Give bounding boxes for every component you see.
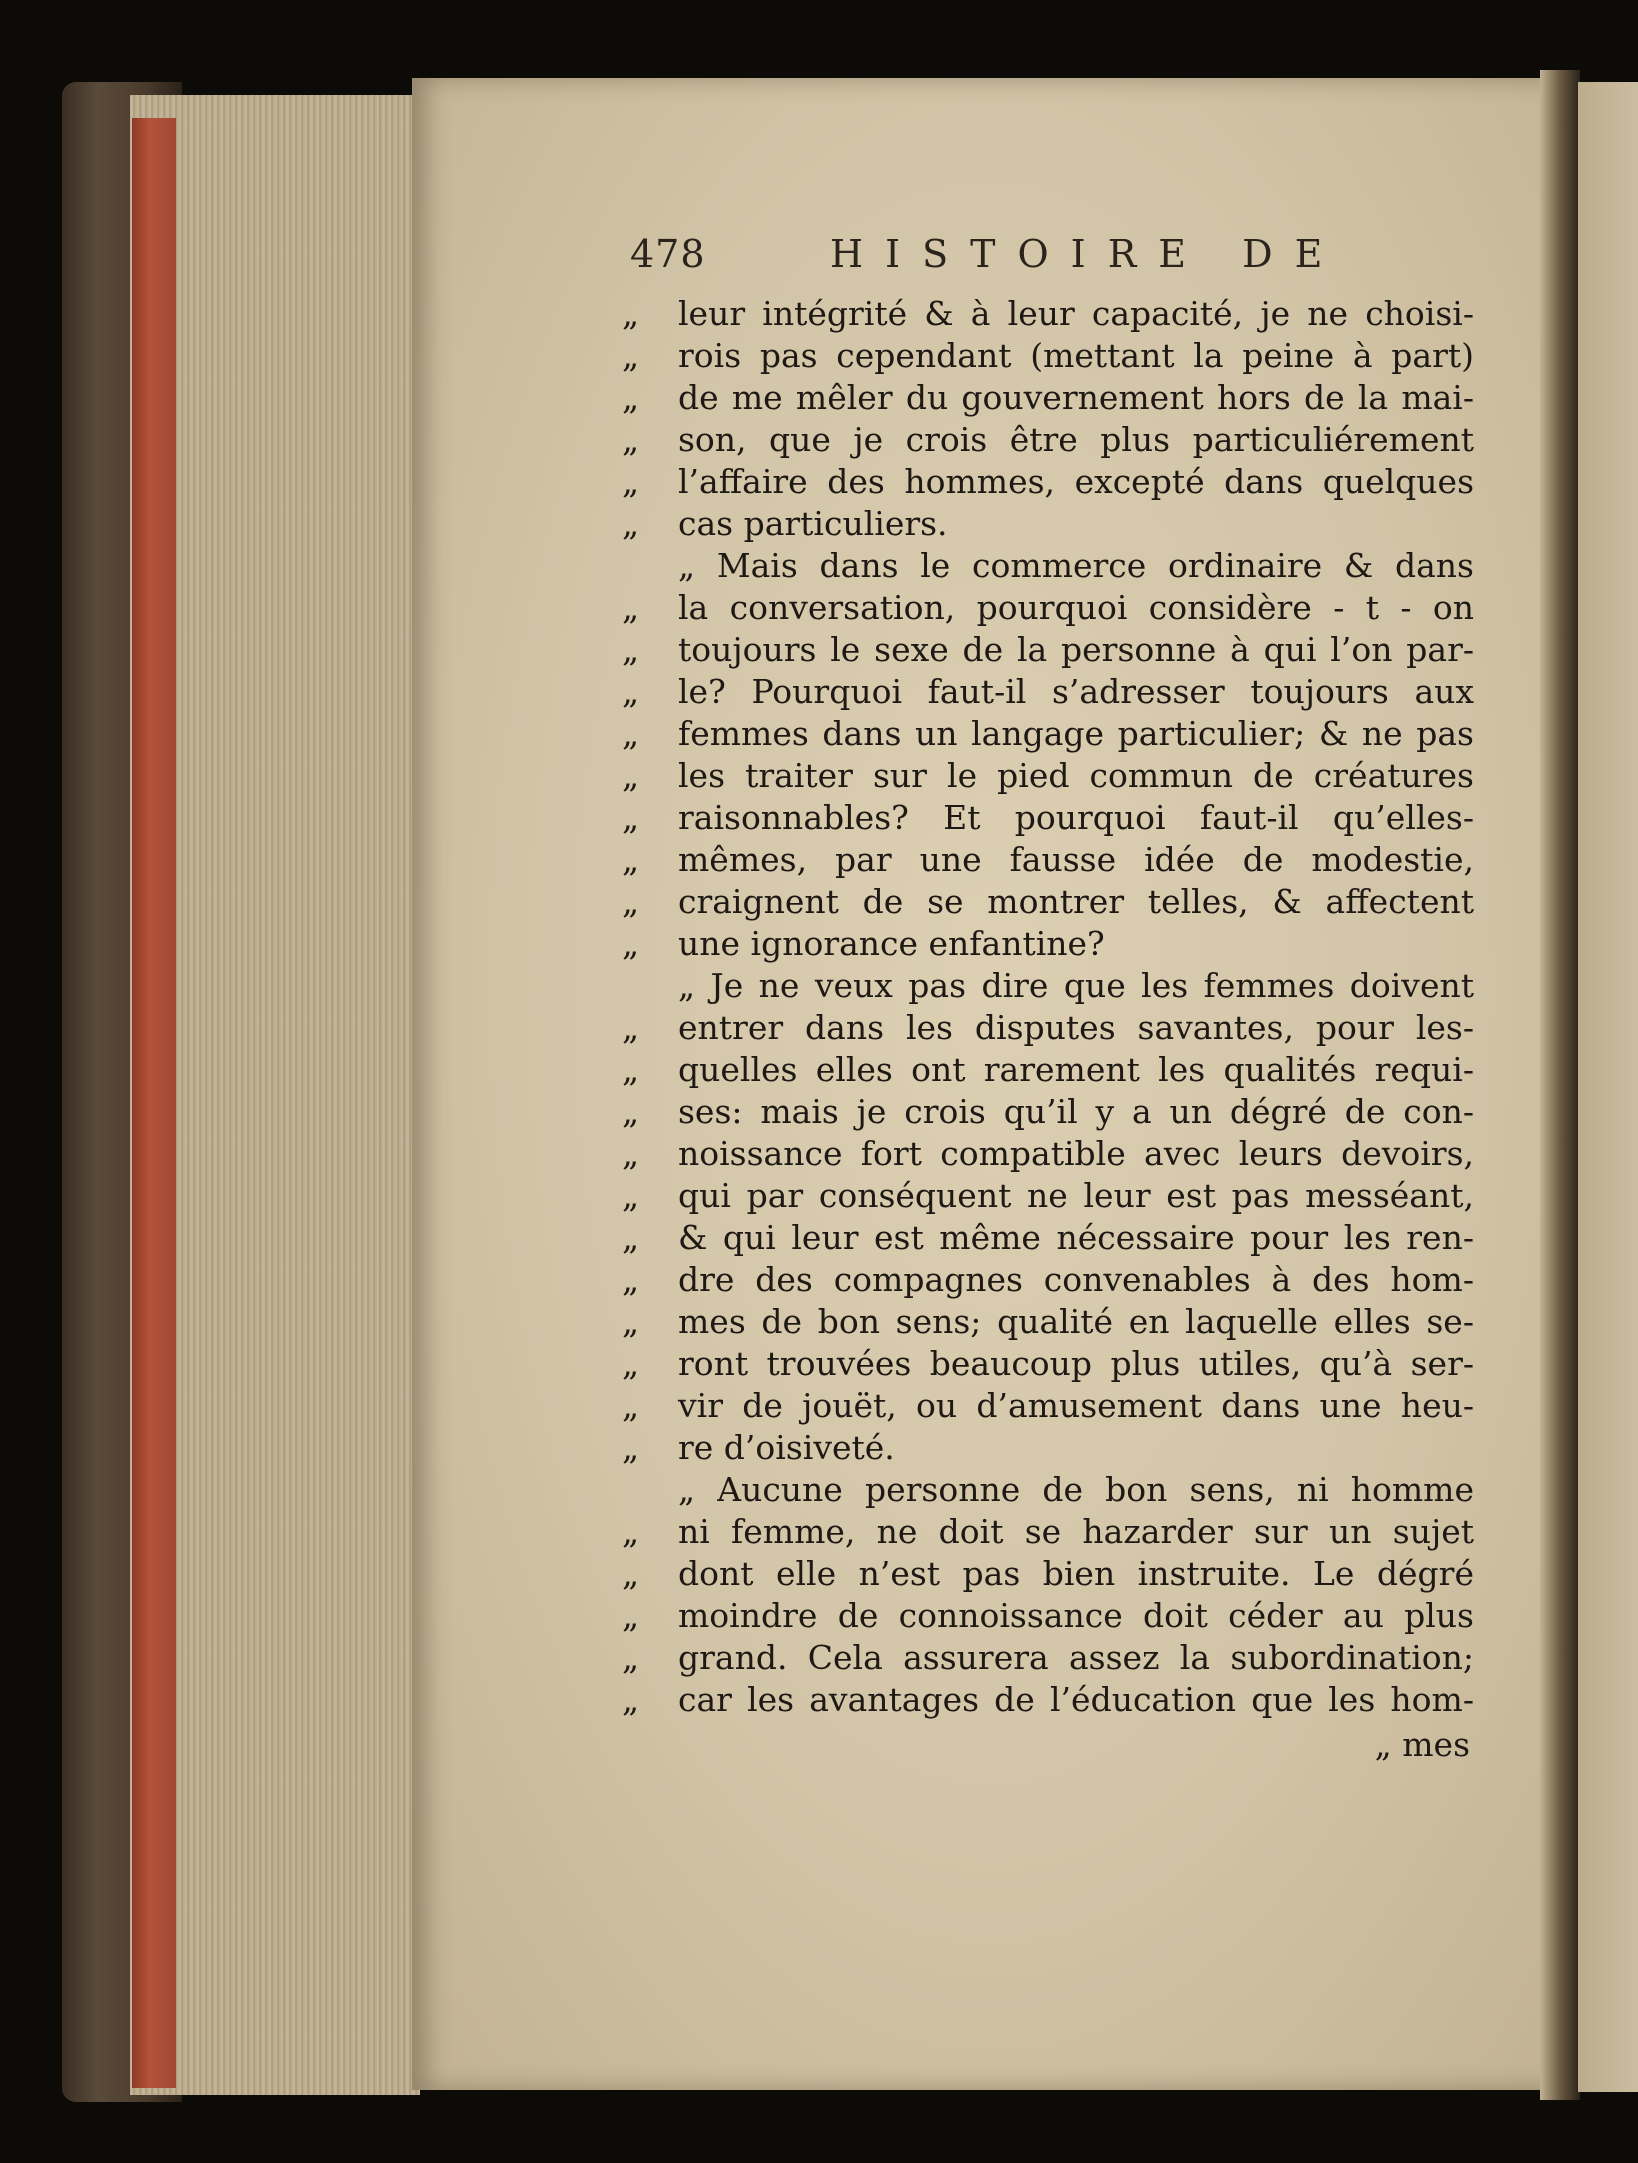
line-text: toujours le sexe de la personne à qui l’on par- [678, 630, 1474, 669]
quote-mark: „ [622, 1512, 640, 1551]
text-line [622, 1091, 1474, 1133]
text-line [622, 503, 1474, 545]
quote-mark: „ [622, 1596, 640, 1635]
text-line [622, 1175, 1474, 1217]
page-header [630, 232, 1460, 282]
text-line [622, 1259, 1474, 1301]
quote-mark: „ [622, 336, 640, 375]
line-text: raisonnables? Et pourquoi faut-il qu’elles- [678, 798, 1474, 837]
book-gutter [1540, 70, 1580, 2100]
quote-mark: „ [622, 1218, 640, 1257]
text-line [622, 1679, 1474, 1721]
text-line [622, 1637, 1474, 1679]
line-text: vir de jouët, ou d’amusement dans une heu- [678, 1386, 1474, 1425]
line-text: le? Pourquoi faut-il s’adresser toujours aux [678, 672, 1474, 711]
paragraph-start-line [622, 965, 1474, 1007]
quote-mark: „ [622, 294, 640, 333]
text-line [622, 839, 1474, 881]
quote-mark: „ [622, 798, 640, 837]
line-text: mes de bon sens; qualité en laquelle elles se- [678, 1302, 1474, 1341]
text-line [622, 1301, 1474, 1343]
quote-mark: „ [622, 1428, 640, 1467]
line-text: l’affaire des hommes, excepté dans quelques [678, 462, 1474, 501]
line-text: car les avantages de l’éducation que les hom- [678, 1680, 1474, 1719]
quote-mark: „ [622, 672, 640, 711]
quote-mark: „ [622, 1638, 640, 1677]
line-text: craignent de se montrer telles, & affectent [678, 882, 1474, 921]
text-line [622, 1217, 1474, 1259]
line-text: entrer dans les disputes savantes, pour les- [678, 1008, 1474, 1047]
text-line [622, 797, 1474, 839]
quote-mark: „ [622, 1176, 640, 1215]
quote-mark: „ [622, 1680, 640, 1719]
line-text: une ignorance enfantine? [678, 924, 1105, 963]
text-line [622, 1595, 1474, 1637]
line-text: re d’oisiveté. [678, 1428, 895, 1467]
page-number: 478 [630, 232, 706, 276]
quote-mark: „ [622, 1386, 640, 1425]
text-line [622, 923, 1474, 965]
quote-mark: „ [622, 504, 640, 543]
quote-mark: „ [622, 1092, 640, 1131]
line-text: leur intégrité & à leur capacité, je ne choisi- [678, 294, 1474, 333]
quote-mark: „ [622, 378, 640, 417]
text-line [622, 1553, 1474, 1595]
quote-mark: „ [622, 1344, 640, 1383]
quote-mark: „ [622, 1008, 640, 1047]
line-text: son, que je crois être plus particuliérement [678, 420, 1474, 459]
line-text: noissance fort compatible avec leurs devoirs, [678, 1134, 1474, 1173]
right-page-edge [1578, 82, 1638, 2092]
line-text: cas particuliers. [678, 504, 948, 543]
line-text: ni femme, ne doit se hazarder sur un sujet [678, 1512, 1474, 1551]
line-text: la conversation, pourquoi considère - t - on [678, 588, 1474, 627]
quote-mark: „ [622, 882, 640, 921]
catchword: „ mes [1374, 1725, 1470, 1764]
quote-mark: „ [622, 1260, 640, 1299]
quote-mark: „ [622, 420, 640, 459]
line-text: grand. Cela assurera assez la subordination; [678, 1638, 1474, 1677]
line-text: quelles elles ont rarement les qualités requi- [678, 1050, 1474, 1089]
quote-mark: „ [622, 1134, 640, 1173]
line-text: „ Je ne veux pas dire que les femmes doivent [678, 966, 1474, 1005]
text-line [622, 671, 1474, 713]
quote-mark: „ [622, 840, 640, 879]
text-line [622, 629, 1474, 671]
text-line [622, 1049, 1474, 1091]
line-text: dre des compagnes convenables à des hom- [678, 1260, 1474, 1299]
text-line [622, 1385, 1474, 1427]
text-line [622, 377, 1474, 419]
quote-mark: „ [622, 1050, 640, 1089]
text-line [622, 293, 1474, 335]
quote-mark: „ [622, 630, 640, 669]
line-text: qui par conséquent ne leur est pas messéant, [678, 1176, 1474, 1215]
line-text: dont elle n’est pas bien instruite. Le dégré [678, 1554, 1474, 1593]
text-line [622, 1007, 1474, 1049]
quote-mark: „ [622, 1302, 640, 1341]
line-text: ses: mais je crois qu’il y a un dégré de con- [678, 1092, 1474, 1131]
line-text: „ Mais dans le commerce ordinaire & dans [678, 546, 1474, 585]
text-line [622, 1511, 1474, 1553]
quote-mark: „ [622, 924, 640, 963]
quote-mark: „ [622, 1554, 640, 1593]
running-title: HISTOIRE DE [830, 232, 1345, 276]
line-text: ront trouvées beaucoup plus utiles, qu’à ser- [678, 1344, 1474, 1383]
quote-mark: „ [622, 756, 640, 795]
quote-mark: „ [622, 714, 640, 753]
text-line [622, 713, 1474, 755]
line-text: moindre de connoissance doit céder au plus [678, 1596, 1474, 1635]
text-line [622, 1343, 1474, 1385]
text-line [622, 755, 1474, 797]
line-text: de me mêler du gouvernement hors de la mai- [678, 378, 1474, 417]
text-line [622, 881, 1474, 923]
line-text: & qui leur est même nécessaire pour les ren- [678, 1218, 1474, 1257]
quote-mark: „ [622, 588, 640, 627]
line-text: les traiter sur le pied commun de créatures [678, 756, 1474, 795]
paragraph-start-line [622, 1469, 1474, 1511]
body-text [622, 293, 1474, 1721]
line-text: „ Aucune personne de bon sens, ni homme [678, 1470, 1474, 1509]
text-line [622, 419, 1474, 461]
text-line [622, 1133, 1474, 1175]
text-line [622, 461, 1474, 503]
quote-mark: „ [622, 462, 640, 501]
text-line [622, 1427, 1474, 1469]
text-line [622, 335, 1474, 377]
paragraph-start-line [622, 545, 1474, 587]
line-text: mêmes, par une fausse idée de modestie, [678, 840, 1474, 879]
line-text: rois pas cependant (mettant la peine à part) [678, 336, 1474, 375]
line-text: femmes dans un langage particulier; & ne pas [678, 714, 1474, 753]
red-page-edge [132, 118, 176, 2088]
text-line [622, 587, 1474, 629]
